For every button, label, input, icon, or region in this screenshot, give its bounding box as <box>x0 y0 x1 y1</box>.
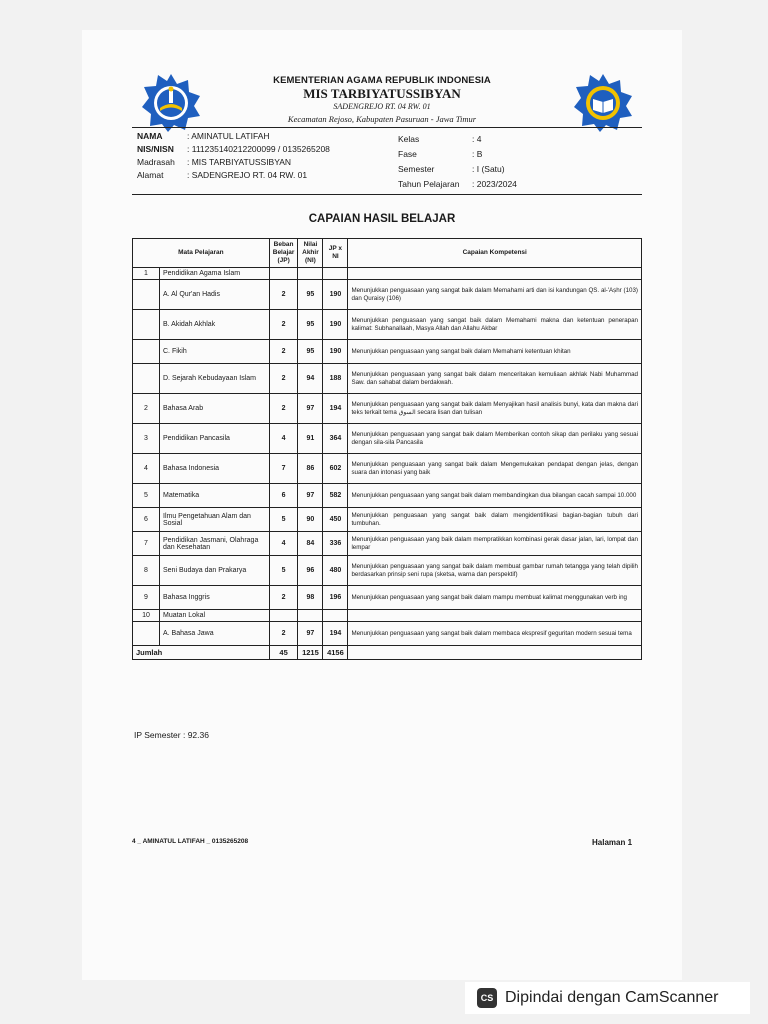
competency-text: Menunjukkan penguasaan yang sangat baik dalam membaca ekspresif geguritan modern sesuai tema <box>348 622 642 646</box>
info-label: Kelas <box>398 134 420 144</box>
col-header-jp: Beban Belajar (JP) <box>269 239 298 268</box>
table-row <box>133 310 642 340</box>
table-header-row <box>133 239 642 268</box>
subject-name: Muatan Lokal <box>160 610 270 622</box>
subject-name: Ilmu Pengetahuan Alam dan Sosial <box>160 508 270 532</box>
info-label: Madrasah <box>137 157 175 167</box>
school-name: MIS TARBIYATUSSIBYAN <box>303 86 461 101</box>
na-value: 97 <box>298 622 323 646</box>
footer-student-id: 4 _ AMINATUL LATIFAH _ 0135265208 <box>132 838 249 845</box>
grades-table <box>132 238 642 660</box>
subject-name: Matematika <box>160 484 270 508</box>
na-value: 97 <box>298 484 323 508</box>
row-number: 5 <box>133 484 160 508</box>
info-value: : MIS TARBIYATUSSIBYAN <box>187 157 292 167</box>
table-row <box>133 364 642 394</box>
competency-text: Menunjukkan penguasaan yang sangat baik dalam Memahami makna dan ketentuan penerapan kalimat: Subhanallaah, Masya Allah dan Allahu Akbar <box>348 310 642 340</box>
info-label: NIS/NISN <box>137 144 174 154</box>
subject-name: Bahasa Arab <box>160 394 270 424</box>
jpxn-value: 190 <box>323 280 348 310</box>
col-header-na: Nilai Akhir (NI) <box>298 239 323 268</box>
jpxn-value <box>323 268 348 280</box>
row-number <box>133 622 160 646</box>
competency-text: Menunjukkan penguasaan yang sangat baik dalam Memberikan contoh sikap dan perilaku yang sesuai dengan sila-sila Pancasila <box>348 424 642 454</box>
competency-text: Menunjukkan penguasaan yang baik dalam mempratikkan kombinasi gerak dasar jalan, lari, lompat dan lempar <box>348 532 642 556</box>
jp-value: 7 <box>269 454 298 484</box>
competency-text: Menunjukkan penguasaan yang sangat baik dalam Menyajikan hasil analisis bunyi, kata dan makna dari teks terkait tema السوق secara lisan dan tulisan <box>348 394 642 424</box>
subject-name: Bahasa Inggris <box>160 586 270 610</box>
na-value: 91 <box>298 424 323 454</box>
info-value: : 111235140212200099 / 0135265208 <box>187 144 330 154</box>
info-label: NAMA <box>137 131 163 141</box>
jpxn-value: 196 <box>323 586 348 610</box>
camscanner-icon: CS <box>477 988 497 1008</box>
info-value: : AMINATUL LATIFAH <box>187 131 270 141</box>
watermark-text: Dipindai dengan CamScanner <box>505 989 719 1006</box>
row-number: 7 <box>133 532 160 556</box>
info-rule <box>132 194 642 195</box>
jpxn-value: 336 <box>323 532 348 556</box>
jpxn-value: 194 <box>323 394 348 424</box>
competency-text: Menunjukkan penguasaan yang sangat baik dalam Memahami arti dan isi kandungan QS. al-'Aṣhr (103) dan Quraisy (106) <box>348 280 642 310</box>
jp-value: 2 <box>269 280 298 310</box>
na-value: 95 <box>298 340 323 364</box>
table-row <box>133 586 642 610</box>
col-header-comp: Capaian Kompetensi <box>348 239 642 268</box>
subject-name: C. Fikih <box>160 340 270 364</box>
jpxn-value: 190 <box>323 340 348 364</box>
table-row <box>133 484 642 508</box>
jp-value: 2 <box>269 622 298 646</box>
school-region: Kecamatan Rejoso, Kabupaten Pasuruan - Jawa Timur <box>287 114 477 124</box>
na-value: 84 <box>298 532 323 556</box>
jpxn-value: 188 <box>323 364 348 394</box>
page-number: Halaman 1 <box>592 838 633 847</box>
jp-value: 2 <box>269 586 298 610</box>
section-title: CAPAIAN HASIL BELAJAR <box>308 213 456 225</box>
subject-name: A. Bahasa Jawa <box>160 622 270 646</box>
jp-value: 5 <box>269 508 298 532</box>
jpxn-value: 602 <box>323 454 348 484</box>
jp-value: 2 <box>269 394 298 424</box>
na-value: 90 <box>298 508 323 532</box>
row-number: 9 <box>133 586 160 610</box>
row-number: 2 <box>133 394 160 424</box>
table-row <box>133 268 642 280</box>
jpxn-value: 582 <box>323 484 348 508</box>
info-value: : SADENGREJO RT. 04 RW. 01 <box>187 170 308 180</box>
competency-text: Menunjukkan penguasaan yang sangat baik dalam menceritakan kemuliaan akhlak Nabi Muhammad Saw. dan sahabat dalam berdakwah. <box>348 364 642 394</box>
na-value <box>298 268 323 280</box>
na-value: 95 <box>298 310 323 340</box>
jp-value: 2 <box>269 340 298 364</box>
info-label: Fase <box>398 149 417 159</box>
table-row <box>133 454 642 484</box>
info-value: : 4 <box>472 134 482 144</box>
subject-name: Pendidikan Agama Islam <box>160 268 270 280</box>
row-number: 10 <box>133 610 160 622</box>
report-page <box>82 30 682 980</box>
subject-name: Seni Budaya dan Prakarya <box>160 556 270 586</box>
jpxn-value: 364 <box>323 424 348 454</box>
competency-text: Menunjukkan penguasaan yang sangat baik dalam mengidentifikasi bagian-bagian tubuh dari tumbuhan. <box>348 508 642 532</box>
na-value <box>298 610 323 622</box>
jpxn-value: 480 <box>323 556 348 586</box>
table-row <box>133 280 642 310</box>
competency-text: Menunjukkan penguasaan yang sangat baik dalam Mengemukakan pendapat dengan jelas, dengan suara dan intonasi yang baik <box>348 454 642 484</box>
col-header-subject: Mata Pelajaran <box>133 239 270 268</box>
row-number <box>133 364 160 394</box>
row-number: 3 <box>133 424 160 454</box>
table-row <box>133 556 642 586</box>
jpxn-value <box>323 610 348 622</box>
total-na: 1215 <box>298 646 323 660</box>
row-number: 1 <box>133 268 160 280</box>
competency-text: Menunjukkan penguasaan yang sangat baik dalam membuat gambar rumah tetangga yang telah dipilih berdasarkan prinsip seni rupa (sketsa, warna dan perspektif) <box>348 556 642 586</box>
jp-value <box>269 268 298 280</box>
jpxn-value: 190 <box>323 310 348 340</box>
competency-text: Menunjukkan penguasaan yang sangat baik dalam mampu membuat kalimat menggunakan verb ing <box>348 586 642 610</box>
subject-name: D. Sejarah Kebudayaan Islam <box>160 364 270 394</box>
subject-name: Pendidikan Pancasila <box>160 424 270 454</box>
na-value: 98 <box>298 586 323 610</box>
table-row <box>133 508 642 532</box>
info-value: : 2023/2024 <box>472 179 517 189</box>
subject-name: Bahasa Indonesia <box>160 454 270 484</box>
ip-semester: IP Semester : 92.36 <box>134 730 209 740</box>
jp-value: 2 <box>269 364 298 394</box>
competency-text <box>348 610 642 622</box>
jp-value: 5 <box>269 556 298 586</box>
row-number: 4 <box>133 454 160 484</box>
row-number: 8 <box>133 556 160 586</box>
na-value: 86 <box>298 454 323 484</box>
subject-name: Pendidikan Jasmani, Olahraga dan Kesehatan <box>160 532 270 556</box>
info-label: Tahun Pelajaran <box>398 179 460 189</box>
info-value: : I (Satu) <box>472 164 505 174</box>
na-value: 96 <box>298 556 323 586</box>
subject-name: B. Akidah Akhlak <box>160 310 270 340</box>
col-header-jpxn: JP x NI <box>323 239 348 268</box>
header-rule <box>132 127 642 128</box>
table-row <box>133 532 642 556</box>
jp-value: 6 <box>269 484 298 508</box>
na-value: 97 <box>298 394 323 424</box>
na-value: 95 <box>298 280 323 310</box>
jp-value: 2 <box>269 310 298 340</box>
competency-text <box>348 268 642 280</box>
jpxn-value: 450 <box>323 508 348 532</box>
info-value: : B <box>472 149 483 159</box>
total-row <box>133 646 642 660</box>
school-address: SADENGREJO RT. 04 RW. 01 <box>333 102 431 111</box>
jpxn-value: 194 <box>323 622 348 646</box>
subject-name: A. Al Qur'an Hadis <box>160 280 270 310</box>
total-jp: 45 <box>269 646 298 660</box>
table-row <box>133 610 642 622</box>
row-number <box>133 340 160 364</box>
competency-text: Menunjukkan penguasaan yang sangat baik dalam membandingkan dua bilangan cacah sampai 10.000 <box>348 484 642 508</box>
table-row <box>133 394 642 424</box>
jp-value: 4 <box>269 532 298 556</box>
row-number: 6 <box>133 508 160 532</box>
jp-value: 4 <box>269 424 298 454</box>
competency-text: Menunjukkan penguasaan yang sangat baik dalam Memahami ketentuan khitan <box>348 340 642 364</box>
table-row <box>133 340 642 364</box>
ministry-heading: KEMENTERIAN AGAMA REPUBLIK INDONESIA <box>273 75 491 86</box>
na-value: 94 <box>298 364 323 394</box>
info-label: Semester <box>398 164 435 174</box>
info-label: Alamat <box>137 170 164 180</box>
table-row <box>133 424 642 454</box>
jp-value <box>269 610 298 622</box>
row-number <box>133 280 160 310</box>
row-number <box>133 310 160 340</box>
table-row <box>133 622 642 646</box>
camscanner-watermark <box>465 982 750 1014</box>
total-comp <box>348 646 642 660</box>
total-jpxn: 4156 <box>323 646 348 660</box>
total-label: Jumlah <box>133 646 270 660</box>
